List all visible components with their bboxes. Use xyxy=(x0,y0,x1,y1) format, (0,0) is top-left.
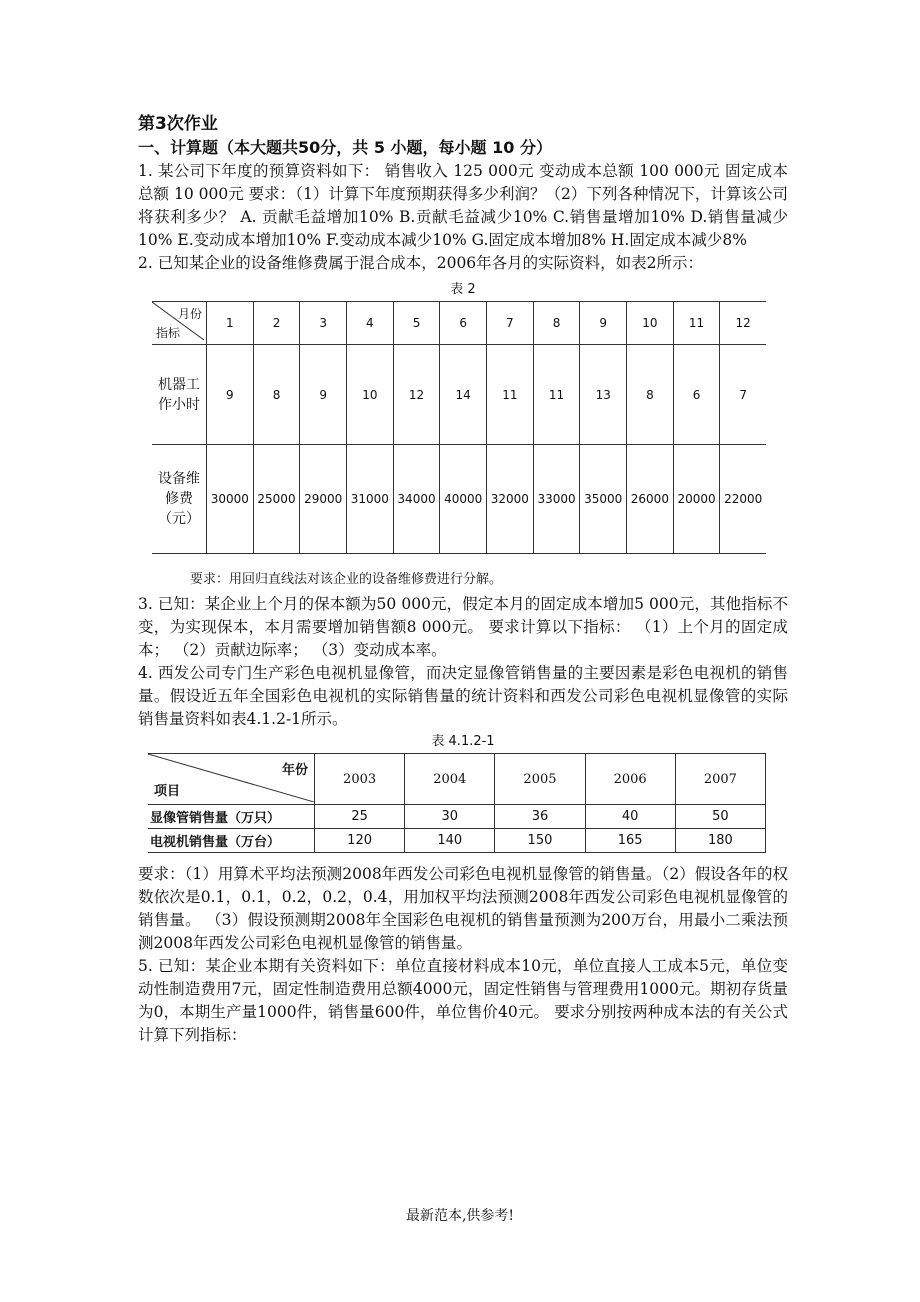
hours-cell: 11 xyxy=(533,345,580,445)
cost-cell: 25000 xyxy=(253,445,300,554)
month-cell: 8 xyxy=(533,302,580,345)
table2-row-cost xyxy=(152,445,766,554)
row-label: 电视机销售量（万台） xyxy=(148,829,315,853)
question-2: 2. 已知某企业的设备维修费属于混合成本，2006年各月的实际资料，如表2所示： xyxy=(138,254,704,272)
hours-cell: 9 xyxy=(207,345,254,445)
month-cell: 4 xyxy=(347,302,394,345)
table4-row-tvs xyxy=(148,829,766,853)
month-cell: 9 xyxy=(580,302,627,345)
table2-row-hours xyxy=(152,345,766,445)
question-4: 4. 西发公司专门生产彩色电视机显像管，而决定显像管销售量的主要因素是彩色电视机的销售量。假设近五年全国彩色电视机的实际销售量的统计资料和西发公司彩色电视机显像管的实际销售量资料如表4.1.2-1所示。 xyxy=(138,664,788,728)
row-label-cost: 设备维修费（元） xyxy=(152,445,207,554)
section-heading: 一、计算题（本大题共50分，共 5 小题，每小题 10 分） xyxy=(138,138,552,157)
month-cell: 3 xyxy=(300,302,347,345)
table4-header-row xyxy=(148,754,766,805)
hours-cell: 8 xyxy=(253,345,300,445)
month-cell: 12 xyxy=(720,302,766,345)
cost-cell: 33000 xyxy=(533,445,580,554)
page-footer: 最新范本,供参考! xyxy=(405,1208,515,1224)
value-cell: 120 xyxy=(315,829,405,853)
cost-cell: 32000 xyxy=(487,445,534,554)
row-label: 显像管销售量（万只） xyxy=(148,805,315,829)
month-cell: 6 xyxy=(440,302,487,345)
month-cell: 7 xyxy=(487,302,534,345)
document-body xyxy=(138,112,788,1047)
value-cell: 40 xyxy=(585,805,675,829)
year-cell: 2004 xyxy=(405,754,495,805)
row-label-hours: 机器工作小时 xyxy=(152,345,207,445)
diag-top-label: 月份 xyxy=(177,307,202,321)
cost-cell: 26000 xyxy=(627,445,674,554)
year-cell: 2007 xyxy=(675,754,765,805)
value-cell: 50 xyxy=(675,805,765,829)
table2-caption: 表 2 xyxy=(450,282,476,297)
table-2 xyxy=(152,301,766,554)
table2-header-row xyxy=(152,302,766,345)
value-cell: 36 xyxy=(495,805,585,829)
value-cell: 150 xyxy=(495,829,585,853)
year-cell: 2006 xyxy=(585,754,675,805)
month-cell: 5 xyxy=(393,302,440,345)
hours-cell: 12 xyxy=(393,345,440,445)
year-cell: 2003 xyxy=(315,754,405,805)
cost-cell: 40000 xyxy=(440,445,487,554)
cost-cell: 22000 xyxy=(720,445,766,554)
diag-top-label: 年份 xyxy=(281,763,308,778)
diag-bottom-label: 指标 xyxy=(156,326,181,340)
hours-cell: 6 xyxy=(673,345,720,445)
cost-cell: 29000 xyxy=(300,445,347,554)
question-1: 1. 某公司下年度的预算资料如下： 销售收入 125 000元 变动成本总额 100 000元 固定成本总额 10 000元 要求：（1）计算下年度预期获得多少利润？（2）下列各种情况下，计算该公司将获利多少？ A. 贡献毛益增加10% B.贡献毛益减少10% C.销售量增加10% D.销售量减少10% E.变动成本增加10% F.变动成本减少10% G.固定成本增加8% H.固定成本减少8% xyxy=(138,162,788,249)
cost-cell: 31000 xyxy=(347,445,394,554)
value-cell: 180 xyxy=(675,829,765,853)
question-5: 5. 已知：某企业本期有关资料如下：单位直接材料成本10元，单位直接人工成本5元，单位变动性制造费用7元，固定性制造费用总额4000元，固定性销售与管理费用1000元。期初存货量为0，本期生产量1000件，销售量600件，单位售价40元。 要求分别按两种成本法的有关公式计算下列指标： xyxy=(138,957,788,1044)
hours-cell: 8 xyxy=(627,345,674,445)
diag-bottom-label: 项目 xyxy=(154,784,181,799)
hours-cell: 7 xyxy=(720,345,766,445)
hours-cell: 14 xyxy=(440,345,487,445)
table4-caption: 表 4.1.2-1 xyxy=(431,734,495,749)
cost-cell: 34000 xyxy=(393,445,440,554)
hours-cell: 13 xyxy=(580,345,627,445)
table2-diagonal-header xyxy=(152,302,207,345)
hours-cell: 10 xyxy=(347,345,394,445)
table4-row-tubes xyxy=(148,805,766,829)
year-cell: 2005 xyxy=(495,754,585,805)
hours-cell: 9 xyxy=(300,345,347,445)
value-cell: 30 xyxy=(405,805,495,829)
cost-cell: 30000 xyxy=(207,445,254,554)
table2-requirement: 要求：用回归直线法对该企业的设备维修费进行分解。 xyxy=(190,572,503,587)
cost-cell: 35000 xyxy=(580,445,627,554)
value-cell: 165 xyxy=(585,829,675,853)
month-cell: 1 xyxy=(207,302,254,345)
question-3: 3. 已知：某企业上个月的保本额为50 000元，假定本月的固定成本增加5 000元，其他指标不变，为实现保本，本月需要增加销售额8 000元。 要求计算以下指标： （1）上个月的固定成本； （2）贡献边际率； （3）变动成本率。 xyxy=(138,595,788,659)
doc-title: 第3次作业 xyxy=(138,114,218,134)
value-cell: 140 xyxy=(405,829,495,853)
value-cell: 25 xyxy=(315,805,405,829)
table-4-1-2-1 xyxy=(148,753,766,853)
month-cell: 2 xyxy=(253,302,300,345)
hours-cell: 11 xyxy=(487,345,534,445)
cost-cell: 20000 xyxy=(673,445,720,554)
table4-diagonal-header xyxy=(148,754,315,805)
question-4-requirements: 要求：（1）用算术平均法预测2008年西发公司彩色电视机显像管的销售量。（2）假设各年的权数依次是0.1，0.1，0.2，0.2，0.4，用加权平均法预测2008年西发公司彩色电视机显像管的销售量。 （3）假设预测期2008年全国彩色电视机的销售量预测为200万台，用最小二乘法预测2008年西发公司彩色电视机显像管的销售量。 xyxy=(138,865,788,952)
month-cell: 10 xyxy=(627,302,674,345)
month-cell: 11 xyxy=(673,302,720,345)
